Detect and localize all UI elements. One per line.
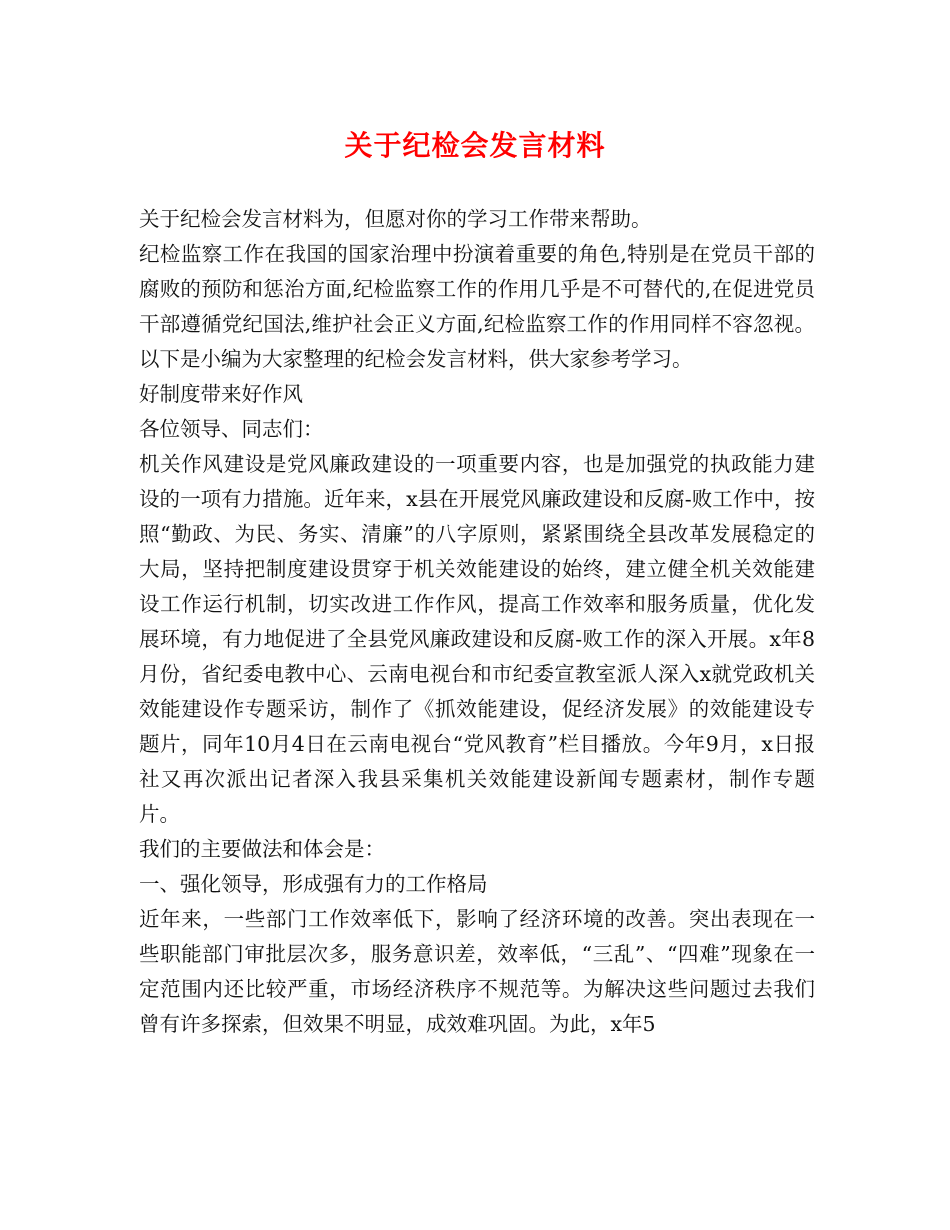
document-body: [139, 202, 815, 1042]
document-title: 关于纪检会发言材料: [344, 129, 606, 162]
practices-intro: 我们的主要做法和体会是：: [139, 837, 385, 861]
section-heading-1: 一、强化领导，形成强有力的工作格局: [139, 872, 488, 896]
intro-paragraph: 关于纪检会发言材料为，但愿对你的学习工作带来帮助。: [139, 207, 652, 231]
background-paragraph: 纪检监察工作在我国的国家治理中扮演着重要的角色,特别是在党员干部的腐败的预防和惩治方面,纪检监察工作的作用几乎是不可替代的,在促进党员干部遵循党纪国法,维护社会正义方面,纪检监察工作的作用同样不容忽视。以下是小编为大家整理的纪检会发言材料，供大家参考学习。: [139, 242, 815, 371]
section-paragraph-1: 近年来，一些部门工作效率低下，影响了经济环境的改善。突出表现在一些职能部门审批层次多，服务意识差，效率低，“三乱”、“四难”现象在一定范围内还比较严重，市场经济秩序不规范等。为解决这些问题过去我们曾有许多探索，但效果不明显，成效难巩固。为此，x年5: [139, 907, 815, 1036]
speech-heading: 好制度带来好作风: [139, 382, 303, 406]
salutation: 各位领导、同志们：: [139, 417, 324, 441]
main-paragraph: 机关作风建设是党风廉政建设的一项重要内容，也是加强党的执政能力建设的一项有力措施。近年来，x县在开展党风廉政建设和反腐-败工作中，按照“勤政、为民、务实、清廉”的八字原则，紧紧围绕全县改革发展稳定的大局，坚持把制度建设贯穿于机关效能建设的始终，建立健全机关效能建设工作运行机制，切实改进工作作风，提高工作效率和服务质量，优化发展环境，有力地促进了全县党风廉政建设和反腐-败工作的深入开展。x年8月份，省纪委电教中心、云南电视台和市纪委宣教室派人深入x就党政机关效能建设作专题采访，制作了《抓效能建设，促经济发展》的效能建设专题片，同年10月4日在云南电视台“党风教育”栏目播放。今年9月，x日报社又再次派出记者深入我县采集机关效能建设新闻专题素材，制作专题片。: [139, 452, 815, 826]
